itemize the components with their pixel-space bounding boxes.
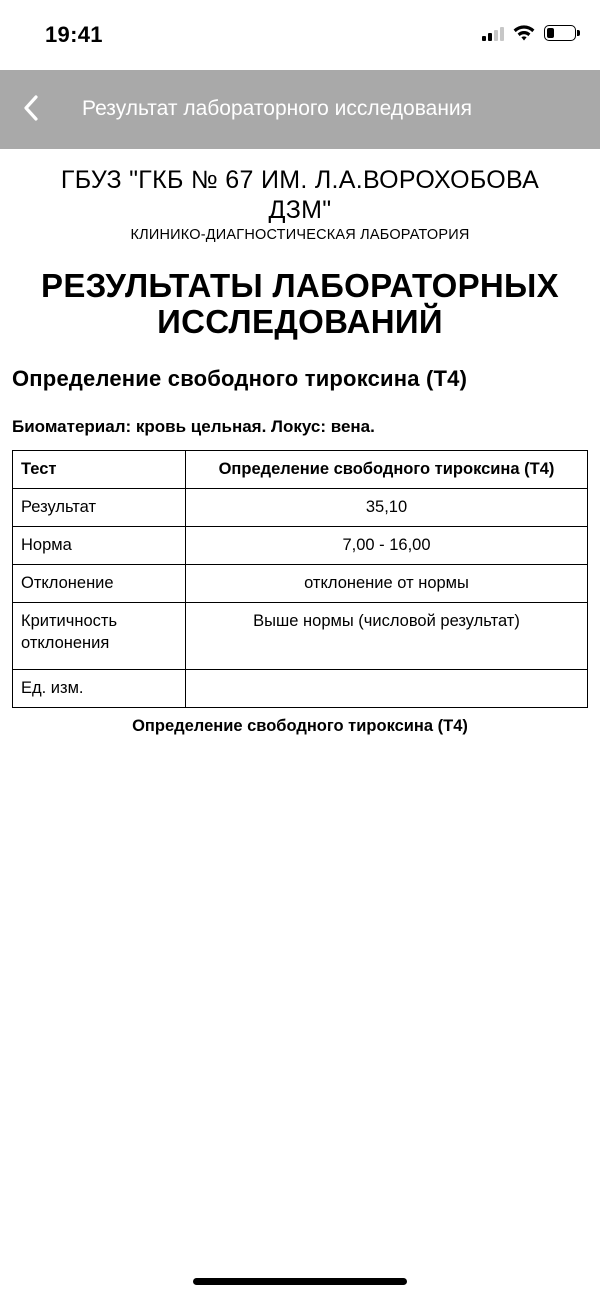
row-value: 35,10 [186,489,588,527]
results-table [12,450,588,708]
org-line-1: ГБУЗ "ГКБ № 67 ИМ. Л.А.ВОРОХОБОВА [60,166,540,194]
report-title-line-2: ИССЛЕДОВАНИЙ [157,303,443,340]
row-label: Критичность отклонения [13,603,186,670]
signal-icon [482,25,504,41]
lab-report [0,149,600,735]
report-title [0,268,600,340]
row-label: Норма [13,527,186,565]
header-cell-test: Тест [13,451,186,489]
chevron-left-icon [22,94,42,122]
lab-name: КЛИНИКО-ДИАГНОСТИЧЕСКАЯ ЛАБОРАТОРИЯ [130,227,470,243]
home-indicator[interactable] [193,1278,407,1285]
table-row [13,489,588,527]
row-value: 7,00 - 16,00 [186,527,588,565]
nav-title: Результат лабораторного исследования [82,97,473,120]
back-button[interactable] [10,86,54,130]
status-icons [482,24,576,42]
row-label: Результат [13,489,186,527]
table-caption: Определение свободного тироксина (Т4) [132,717,468,735]
row-label: Отклонение [13,565,186,603]
table-row [13,565,588,603]
row-value: Выше нормы (числовой результат) [186,603,588,670]
row-label: Ед. изм. [13,670,186,708]
battery-icon [544,25,576,41]
test-title: Определение свободного тироксина (Т4) [12,366,468,391]
battery-level [547,28,554,38]
navigation-bar [0,70,600,149]
status-time: 19:41 [45,22,103,47]
status-bar [0,0,600,70]
table-row [13,527,588,565]
biomaterial: Биоматериал: кровь цельная. Локус: вена. [12,417,375,436]
row-value: отклонение от нормы [186,565,588,603]
table-header-row [13,451,588,489]
organization-name [0,165,600,225]
row-value [186,670,588,708]
org-line-2: ДЗМ" [268,196,332,224]
report-title-line-1: РЕЗУЛЬТАТЫ ЛАБОРАТОРНЫХ [41,267,559,304]
wifi-icon [512,24,536,42]
header-cell-test-name: Определение свободного тироксина (Т4) [186,451,588,489]
table-row [13,603,588,670]
table-row [13,670,588,708]
